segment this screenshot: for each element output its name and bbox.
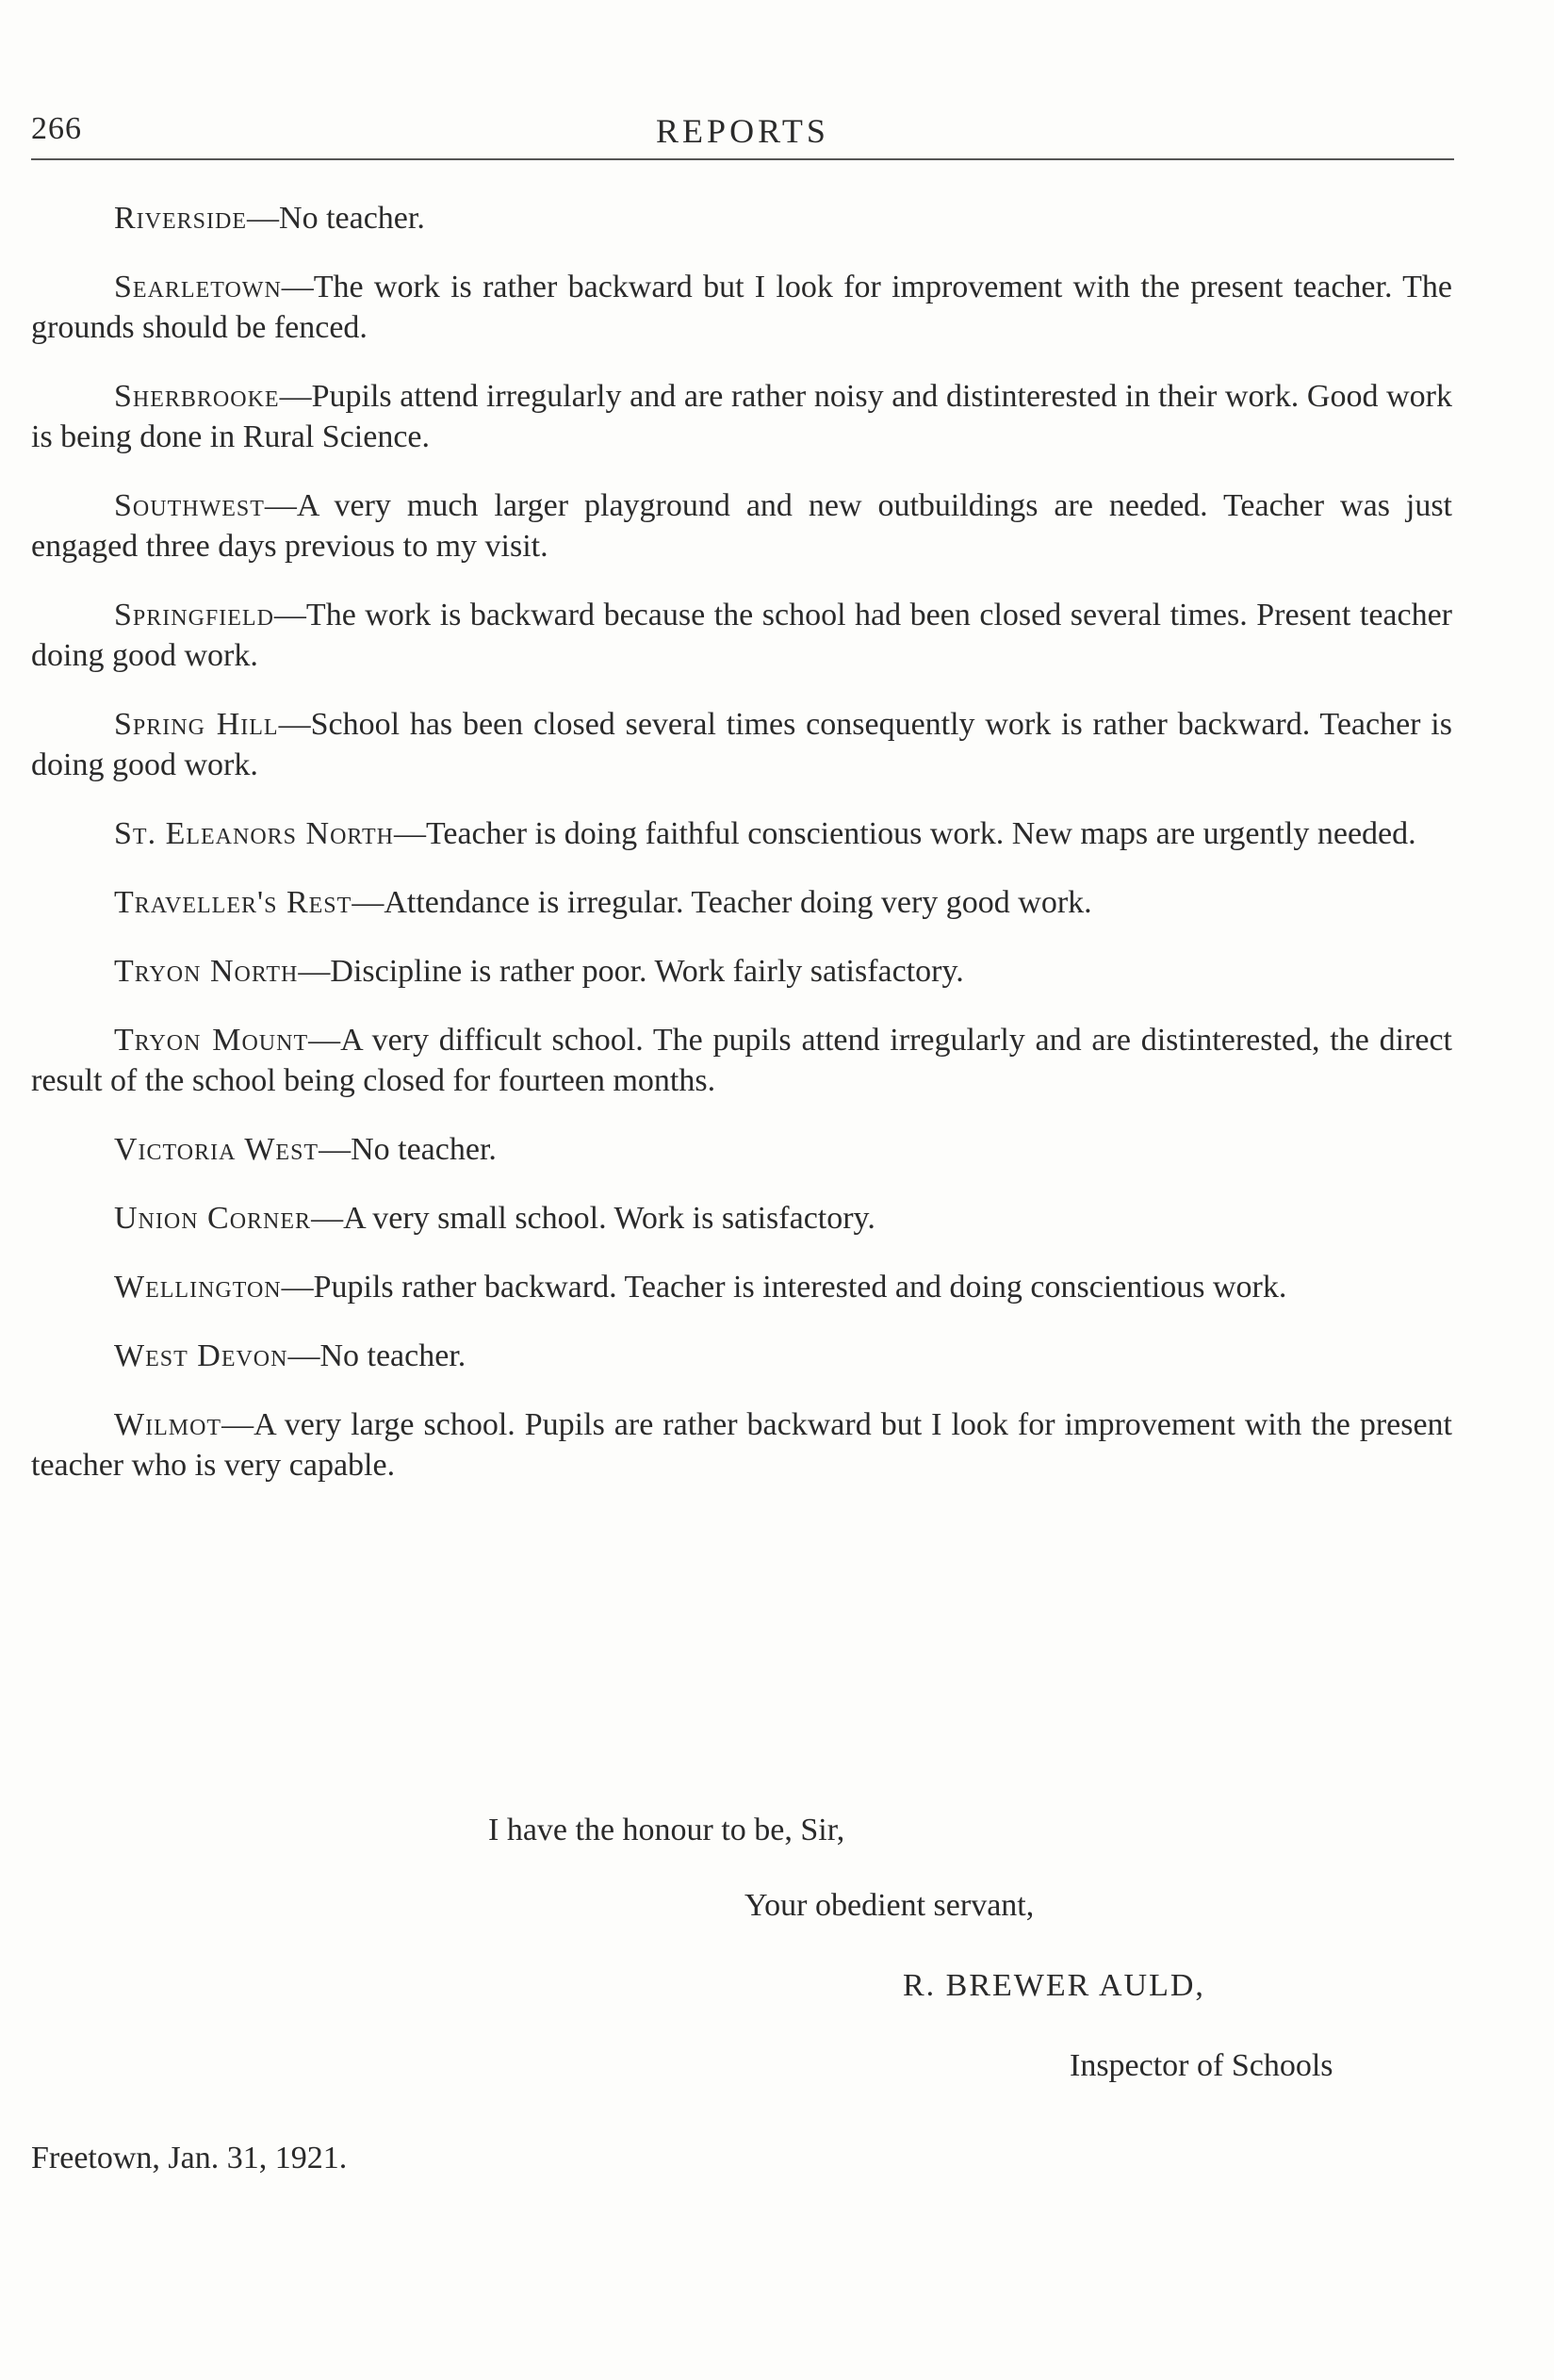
report-text: —No teacher. [319,1132,497,1167]
school-name: Victoria West [114,1132,319,1167]
report-entry [31,198,1452,238]
report-text: —The work is rather backward but I look for improvement with the present teacher. The grounds should be fenced. [31,270,1452,345]
school-name: Union Corner [114,1201,312,1236]
report-text: —No teacher. [287,1338,466,1373]
school-name: Tryon North [114,954,299,989]
school-name: St. Eleanors North [114,816,394,851]
report-entry [31,813,1452,854]
report-entry [31,267,1452,348]
school-name: West Devon [114,1338,288,1373]
report-entry [31,1267,1452,1307]
school-name: Traveller's Rest [114,885,352,920]
school-name: Tryon Mount [114,1023,309,1058]
page-header [31,111,1454,158]
report-entry [31,1336,1452,1376]
signature: R. BREWER AULD, [903,1968,1205,2003]
report-text: —No teacher. [247,201,425,236]
report-text: —Attendance is irregular. Teacher doing very good work. [352,885,1092,920]
school-name: Southwest [114,488,265,523]
report-text: —The work is backward because the school had been closed several times. Present teacher doing good work. [31,598,1452,673]
school-report-list [31,198,1452,1514]
school-name: Sherbrooke [114,379,280,414]
report-entry [31,1020,1452,1101]
school-name: Spring Hill [114,707,279,742]
valediction: Your obedient servant, [744,1888,1035,1923]
report-text: —Pupils rather backward. Teacher is interested and doing conscientious work. [281,1270,1287,1305]
report-text: —A very difficult school. The pupils attend irregularly and are distinterested, the direct result of the school being closed for fourteen months. [31,1023,1452,1098]
report-entry [31,1404,1452,1485]
report-text: —Teacher is doing faithful conscientious work. New maps are urgently needed. [393,816,1416,851]
report-entry [31,376,1452,457]
school-name: Springfield [114,598,274,632]
signatory-title: Inspector of Schools [1070,2048,1333,2083]
running-head: REPORTS [656,112,829,150]
report-entry [31,1198,1452,1239]
report-text: —A very small school. Work is satisfactory. [311,1201,875,1236]
report-entry [31,485,1452,566]
report-text: —A very much larger playground and new outbuildings are needed. Teacher was just engaged three days previous to my visit. [31,488,1452,564]
school-name: Wellington [114,1270,282,1305]
page-number: 266 [31,111,82,146]
report-entry [31,951,1452,992]
report-text: —Pupils attend irregularly and are rather noisy and distinterested in their work. Good work is being done in Rural Science. [31,379,1452,454]
report-entry [31,882,1452,923]
report-text: —A very large school. Pupils are rather backward but I look for improvement with the present teacher who is very capable. [31,1407,1452,1483]
report-entry [31,704,1452,785]
salutation: I have the honour to be, Sir, [488,1813,845,1847]
dateline: Freetown, Jan. 31, 1921. [31,2141,348,2175]
header-rule [31,158,1454,160]
report-text: —School has been closed several times consequently work is rather backward. Teacher is doing good work. [31,707,1452,782]
report-entry [31,1129,1452,1170]
school-name: Riverside [114,201,248,236]
school-name: Wilmot [114,1407,222,1442]
school-name: Searletown [114,270,282,304]
report-entry [31,595,1452,676]
report-text: —Discipline is rather poor. Work fairly satisfactory. [298,954,964,989]
